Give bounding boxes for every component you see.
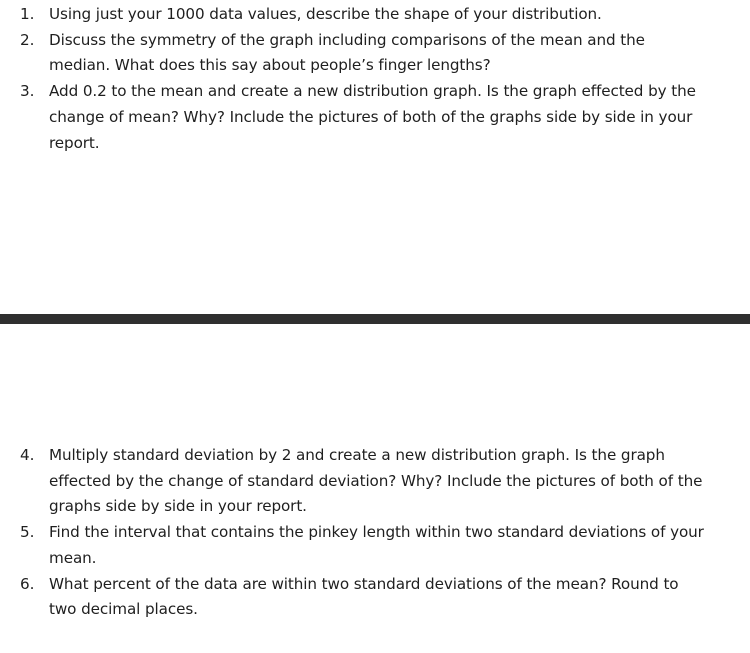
question-item-4	[0, 443, 709, 520]
question-text: Find the interval that contains the pinkey length within two standard deviations of your mean.	[49, 523, 704, 567]
question-number: 4.	[20, 446, 35, 464]
question-number: 3.	[20, 82, 35, 101]
question-text: Multiply standard deviation by 2 and create a new distribution graph. Is the graph effected by the change of standard deviation? Why? Include the pictures of both of the graphs side by side in your report.	[49, 446, 703, 516]
question-text: What percent of the data are within two standard deviations of the mean? Round to two decimal places.	[49, 574, 679, 619]
question-number: 1.	[20, 5, 35, 23]
question-text: Add 0.2 to the mean and create a new distribution graph. Is the graph effected by the change of mean? Why? Include the pictures of both of the graphs side by side in your report.	[49, 82, 696, 152]
question-list-top	[0, 2, 709, 156]
question-item-5	[0, 520, 709, 571]
question-text: Using just your 1000 data values, describe the shape of your distribution.	[49, 5, 602, 23]
question-text: Discuss the symmetry of the graph including comparisons of the mean and the median. What does this say about people’s finger lengths?	[49, 30, 645, 75]
question-item-6	[0, 572, 709, 623]
page-break-divider	[0, 314, 750, 324]
question-item-1	[0, 2, 709, 28]
question-item-3	[0, 79, 709, 156]
document-page-top	[0, 0, 750, 314]
document-page-bottom	[0, 324, 750, 653]
question-item-2	[0, 28, 709, 79]
question-number: 2.	[20, 30, 35, 49]
question-number: 5.	[20, 523, 35, 542]
question-list-bottom	[0, 443, 709, 623]
question-number: 6.	[20, 574, 35, 593]
